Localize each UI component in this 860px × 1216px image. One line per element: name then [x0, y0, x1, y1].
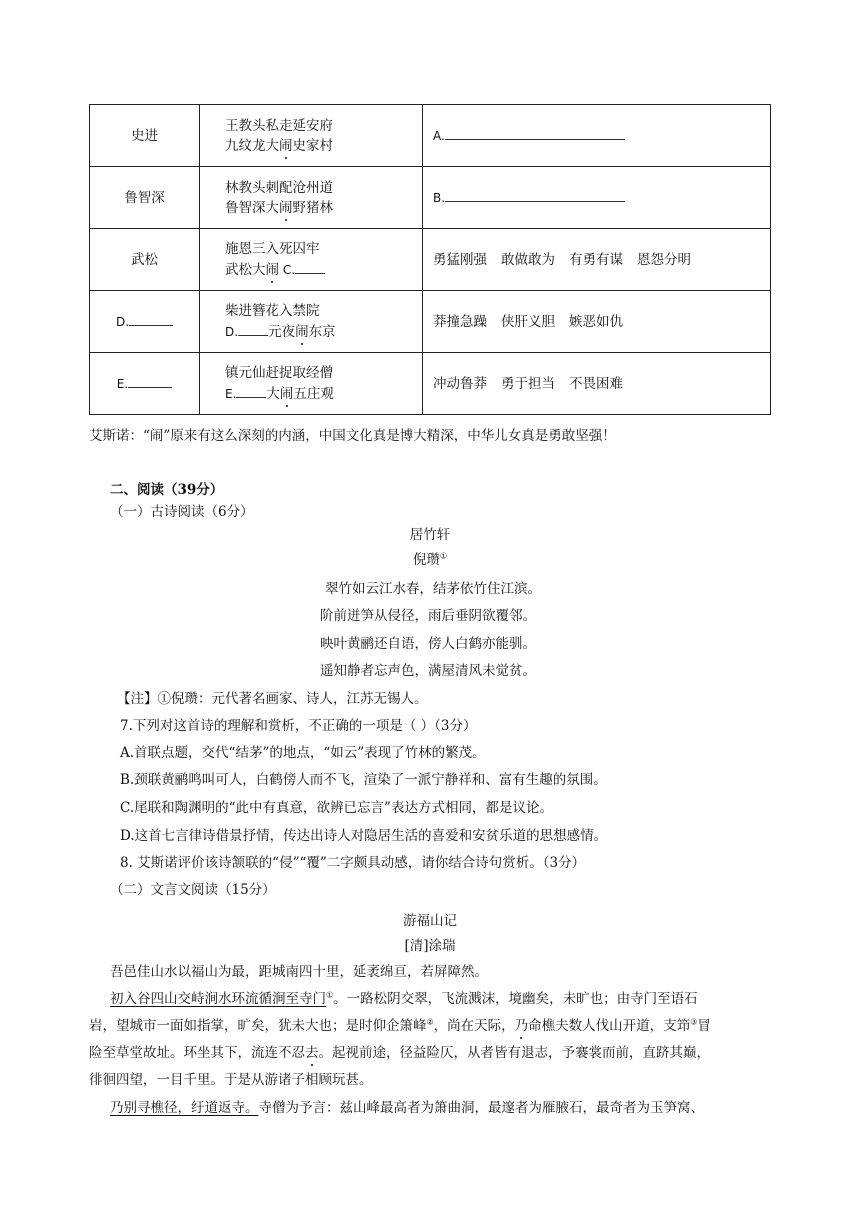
character-name-blank: E. [90, 353, 200, 415]
table-row [90, 167, 771, 229]
chapter-titles: 施恩三入死囚牢 武松大闹 C. [200, 229, 423, 291]
traits-cell: 勇猛刚强 敢做敢为 有勇有谋 恩怨分明 [423, 229, 771, 291]
poem-line: 翠竹如云江水春，结茅依竹住江滨。 [325, 581, 541, 597]
essay-paragraph: 初入谷四山交峙涧水环流循涧至寺门①。一路松阴交翠，飞流溅沫，境幽矣，未旷也；由寺门至语石 [110, 990, 698, 1007]
answer-blank-e-name[interactable] [128, 373, 172, 388]
answer-blank-b[interactable] [445, 187, 625, 202]
answer-cell: A. [423, 105, 771, 167]
essay-paragraph: 吾邑佳山水以福山为最，距城南四十里，延袤绵亘，若屏障然。 [110, 964, 488, 980]
essay-line: 岩，望城市一面如指掌，旷矣，犹未大也；是时仰企箫峰②，尚在天际，乃命樵夫数人伐山开道，支笻③冒 [89, 1017, 711, 1034]
table-row [90, 105, 771, 167]
answer-blank-d-chapter[interactable] [238, 321, 268, 336]
chapter-titles: 王教头私走延安府 九纹龙大闹史家村 [200, 105, 423, 167]
underlined-sentence: 乃别寻樵径，纡道返寺。 [110, 1100, 259, 1116]
q7-option-a: A.首联点题，交代“结茅”的地点，“如云”表现了竹林的繁茂。 [120, 745, 486, 761]
part-heading: （二）文言文阅读（15分） [110, 882, 276, 898]
q7-option-c: C.尾联和陶渊明的“此中有真意，欲辨已忘言”表达方式相同，都是议论。 [120, 800, 553, 816]
table-row [90, 229, 771, 291]
character-name: 史进 [90, 105, 200, 167]
answer-blank-a[interactable] [445, 125, 625, 140]
q7-option-b: B.颈联黄鹂鸣叫可人，白鹤傍人而不飞，渲染了一派宁静祥和、富有生趣的氛围。 [120, 772, 607, 788]
essay-title: 游福山记 [403, 913, 457, 929]
chapter-titles: 林教头刺配沧州道 鲁智深大闹野猪林 [200, 167, 423, 229]
table-row [90, 353, 771, 415]
q7-option-d: D.这首七言律诗借景抒情，传达出诗人对隐居生活的喜爱和安贫乐道的思想感情。 [120, 828, 608, 844]
character-name: 武松 [90, 229, 200, 291]
character-name-blank: D. [90, 291, 200, 353]
chapter-titles: 柴进簪花入禁院 D. 元夜闹东京 [200, 291, 423, 353]
poem-author: 倪瓒① [412, 551, 448, 568]
poem-note: 【注】①倪瓒：元代著名画家、诗人，江苏无锡人。 [117, 691, 428, 707]
underlined-sentence: 初入谷四山交峙涧水环流循涧至寺门 [110, 991, 326, 1007]
essay-author: [清]涂瑞 [404, 938, 456, 954]
poem-title: 居竹轩 [409, 527, 451, 543]
character-name: 鲁智深 [90, 167, 200, 229]
answer-blank-e-chapter[interactable] [236, 383, 266, 398]
question-7: 7.下列对这首诗的理解和赏析，不正确的一项是（ ）（3分） [120, 718, 477, 734]
traits-cell: 冲动鲁莽 勇于担当 不畏困难 [423, 353, 771, 415]
essay-line: 险至草堂故址。环坐其下，流连不忍去。起视前途，径益险仄，从者皆有退志，予褰裳而前，直跻其巅， [89, 1045, 710, 1061]
character-table [89, 104, 771, 415]
table-row [90, 291, 771, 353]
section-title: 二、阅读（39分） [110, 482, 224, 498]
answer-cell: B. [423, 167, 771, 229]
closing-remark: 艾斯诺：“闹”原来有这么深刻的内涵，中国文化真是博大精深，中华儿女真是勇敢坚强！ [89, 428, 616, 444]
answer-blank-d-name[interactable] [129, 311, 173, 326]
traits-cell: 莽撞急躁 侠肝义胆 嫉恶如仇 [423, 291, 771, 353]
poem-line: 映叶黄鹂还自语，傍人白鹤亦能驯。 [320, 636, 536, 652]
part-heading: （一）古诗阅读（6分） [110, 504, 254, 520]
chapter-titles: 镇元仙赶捉取经僧 E. 大闹五庄观 [200, 353, 423, 415]
essay-paragraph: 乃别寻樵径，纡道返寺。寺僧为予言：兹山峰最高者为箫曲洞，最邃者为雁腋石，最奇者为玉笋窝、 [110, 1100, 704, 1116]
essay-line: 徘徊四望，一目千里。于是从游诸子相顾玩甚。 [89, 1072, 373, 1088]
poem-line: 遥知静者忘声色，满屋清风未觉贫。 [320, 663, 536, 679]
question-8: 8. 艾斯诺评价该诗颔联的“侵”“覆”二字颇具动感，请你结合诗句赏析。（3分） [120, 855, 586, 871]
answer-blank-c[interactable] [295, 259, 325, 274]
poem-line: 阶前迸笋从侵径，雨后垂阴欲覆邻。 [320, 608, 536, 624]
